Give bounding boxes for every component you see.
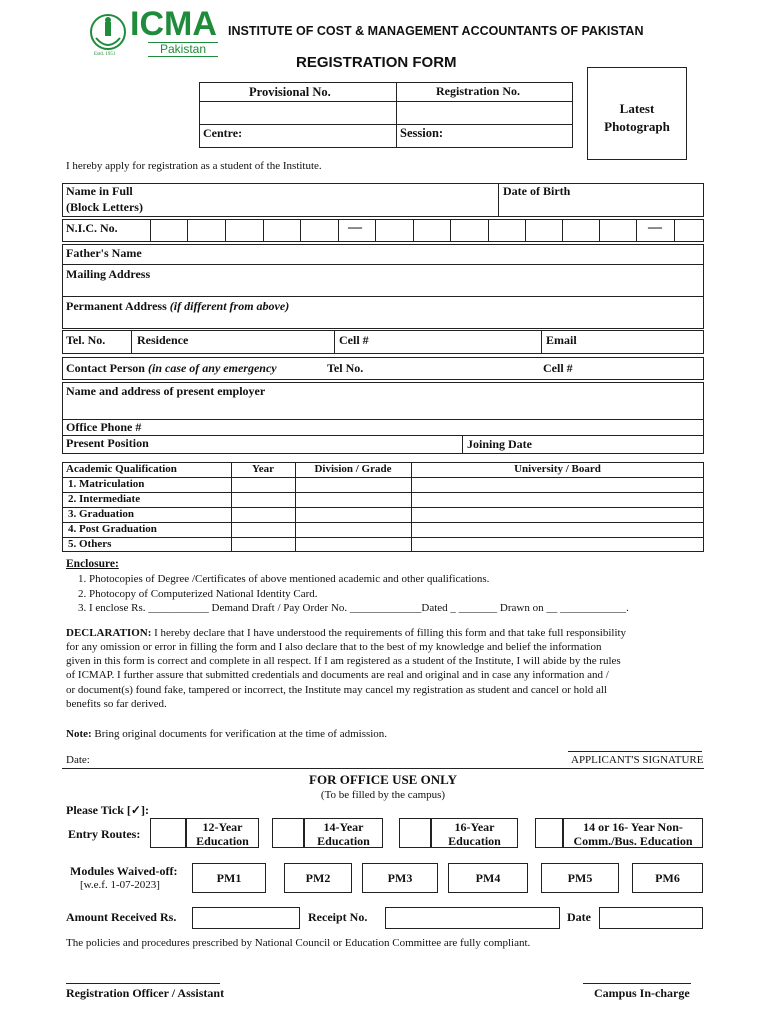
declaration-line: of ICMAP. I further assure that submitted credentials and documents are real and original and in case any information and / [66,669,609,681]
receipt-no-label: Receipt No. [308,910,368,924]
registration-officer-signature-line[interactable] [66,983,220,984]
enclosure-item: 3. I enclose Rs. ___________ Demand Draft / Pay Order No. _____________Dated _ _______ Drawn on __ ____________. [78,602,629,614]
academic-header-qualification: Academic Qualification [66,463,177,475]
logo-sub: Pakistan [148,42,218,57]
route-14-year-checkbox[interactable] [272,818,304,848]
module-pm2-box[interactable]: PM2 [284,863,352,893]
modules-waived-label: Modules Waived-off: [70,864,178,878]
academic-header-university: University / Board [514,463,601,475]
office-date-field[interactable] [599,907,703,929]
office-use-subtitle: (To be filled by the campus) [320,789,446,801]
academic-row-label: 4. Post Graduation [68,523,157,535]
note-line: Note: Bring original documents for verification at the time of admission. [66,728,388,740]
registration-officer-label: Registration Officer / Assistant [66,986,225,1000]
route-16-year-label: 16-Year Education [431,818,518,848]
permanent-address-note: (if different from above) [169,299,290,313]
policy-text: The policies and procedures prescribed by National Council or Education Committee are fully compliant. [66,937,531,949]
academic-row-label: 3. Graduation [68,508,135,520]
receipt-no-field[interactable] [385,907,560,929]
father-name-label: Father's Name [66,246,142,260]
route-non-comm-checkbox[interactable] [535,818,563,848]
declaration-line: or document(s) found fake, tampered or incorrect, the Institute may cancel my registration as student and cancel or hold all [66,684,607,696]
amount-received-field[interactable] [192,907,300,929]
enclosure-item: 1. Photocopies of Degree /Certificates of above mentioned academic and other qualifications. [78,573,490,585]
route-12-year-checkbox[interactable] [150,818,186,848]
joining-date-label: Joining Date [467,437,533,451]
route-16-year-checkbox[interactable] [399,818,431,848]
route-12-year-label: 12-Year Education [186,818,259,848]
module-pm1-box[interactable]: PM1 [192,863,266,893]
academic-header-year: Year [252,463,274,475]
applicant-signature-label: APPLICANT'S SIGNATURE [571,754,704,766]
note-label: Note: [66,728,92,740]
contact-note: (in case of any emergency [147,361,277,375]
block-letters-label: (Block Letters) [66,200,143,214]
entry-routes-label: Entry Routes: [68,827,141,841]
provisional-no-label: Provisional No. [249,85,331,99]
office-use-title: FOR OFFICE USE ONLY [309,772,457,787]
declaration-line: given in this form is correct and complete in all respect. If I am registered as a student of the Institute, I will abide by the rules [66,655,621,667]
email-label: Email [546,333,577,347]
module-pm4-box[interactable]: PM4 [448,863,528,893]
logo-text: ICMA [130,5,217,43]
wef-label: [w.e.f. 1-07-2023] [80,879,160,891]
route-non-comm-label: 14 or 16- Year Non- Comm./Bus. Education [563,818,703,848]
tel-no-label: Tel. No. [66,333,106,347]
mailing-address-label: Mailing Address [66,267,151,281]
office-phone-label: Office Phone # [66,420,142,434]
present-position-label: Present Position [66,436,149,450]
amount-received-label: Amount Received Rs. [66,910,177,924]
name-full-label: Name in Full [66,184,133,198]
employer-label: Name and address of present employer [66,384,266,398]
registration-no-label: Registration No. [436,84,520,98]
photo-label-line2: Photograph [604,119,670,134]
session-label: Session: [400,126,444,140]
institute-name: INSTITUTE OF COST & MANAGEMENT ACCOUNTANTS OF PAKISTAN [228,24,644,38]
nic-dash-2: — [648,220,662,235]
module-pm5-box[interactable]: PM5 [541,863,619,893]
academic-header-division: Division / Grade [314,463,392,475]
module-pm3-box[interactable]: PM3 [362,863,438,893]
nic-dash-1: — [348,220,362,235]
form-title: REGISTRATION FORM [296,54,457,71]
photo-label-line1: Latest [619,101,655,116]
date-label: Date: [66,754,90,766]
residence-label: Residence [137,333,189,347]
academic-row-label: 2. Intermediate [68,493,141,505]
cell-label: Cell # [339,333,369,347]
applicant-signature-line[interactable] [568,751,702,752]
permanent-address-label: Permanent Address (if different from above) [66,299,290,313]
campus-incharge-label: Campus In-charge [594,986,690,1000]
campus-incharge-signature-line[interactable] [583,983,691,984]
name-row[interactable] [62,183,704,217]
declaration-line-1: DECLARATION: I hereby declare that I have understood the requirements of filling this form and that take full responsibility [66,627,627,639]
nic-label: N.I.C. No. [66,221,118,235]
apply-text: I hereby apply for registration as a student of the Institute. [66,160,322,172]
enclosure-title: Enclosure: [66,558,119,570]
declaration-label: DECLARATION: [66,627,152,639]
declaration-line: for any omission or error in filling the form and I also declare that to the best of my knowledge and belief the information [66,641,602,653]
route-14-year-label: 14-Year Education [304,818,383,848]
contact-person-label: Contact Person (in case of any emergency [66,361,277,375]
declaration-line: benefits so far derived. [66,698,167,710]
logo-est: Estd. 1951 [94,52,116,57]
module-pm6-box[interactable]: PM6 [632,863,703,893]
nic-row[interactable] [62,219,704,242]
dob-label: Date of Birth [503,184,571,198]
academic-row-label: 5. Others [68,538,112,550]
enclosure-item: 2. Photocopy of Computerized National Identity Card. [78,588,318,600]
office-date-label: Date [567,910,591,924]
centre-label: Centre: [203,126,243,140]
address-block[interactable] [62,244,704,329]
contact-tel-label: Tel No. [327,361,364,375]
please-tick-label: Please Tick [✓]: [66,803,149,817]
section-divider [62,768,704,769]
contact-cell-label: Cell # [543,361,573,375]
academic-row-label: 1. Matriculation [68,478,145,490]
